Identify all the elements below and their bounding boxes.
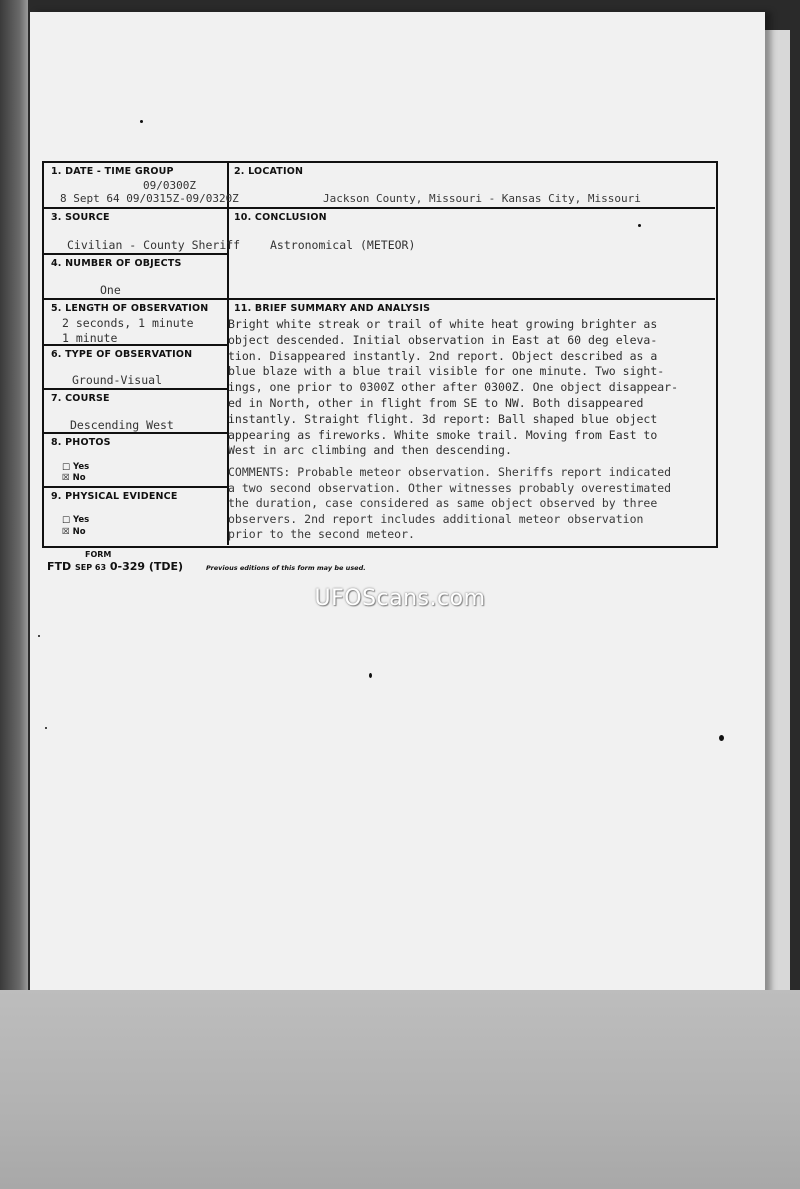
- evidence-yes-option: [62, 515, 89, 525]
- location-value: Jackson County, Missouri - Kansas City, Missouri: [323, 192, 641, 205]
- summary-text: [228, 317, 718, 459]
- scan-speck: [369, 673, 372, 678]
- footer-form-word: FORM: [85, 550, 112, 559]
- form-row-divider: [43, 298, 715, 300]
- checkbox-icon: □: [62, 515, 71, 525]
- watermark: UFOScans.com: [314, 586, 486, 611]
- checked-box-icon: ☒: [62, 527, 70, 537]
- conclusion-label: 10. CONCLUSION: [234, 212, 327, 223]
- evidence-no-label: No: [72, 527, 86, 537]
- scan-speck: [38, 635, 40, 637]
- summary-line: tion. Disappeared instantly. 2nd report. Object described as a: [228, 348, 658, 363]
- scan-speck: [45, 727, 47, 729]
- form-row-divider: [43, 253, 229, 255]
- summary-line: Bright white streak or trail of white heat growing brighter as: [228, 317, 658, 331]
- summary-line: object descended. Initial observation in East at 60 deg eleva-: [228, 332, 658, 347]
- scan-speck: [719, 735, 724, 741]
- photos-label: 8. PHOTOS: [51, 437, 111, 448]
- comments-line: COMMENTS: Probable meteor observation. Sheriffs report indicated: [228, 465, 672, 479]
- summary-line: appearing as fireworks. White smoke trail. Moving from East to: [228, 427, 658, 442]
- number-of-objects-value: One: [100, 283, 121, 297]
- photos-yes-option: [62, 462, 89, 472]
- date-time-group-label: 1. DATE - TIME GROUP: [51, 166, 174, 177]
- summary-label: 11. BRIEF SUMMARY AND ANALYSIS: [234, 303, 431, 314]
- course-value: Descending West: [70, 418, 174, 432]
- physical-evidence-label: 9. PHYSICAL EVIDENCE: [51, 491, 178, 502]
- form-row-divider: [43, 388, 229, 390]
- date-time-group-top-value: 09/0300Z: [143, 179, 196, 192]
- date-time-group-value: 8 Sept 64 09/0315Z-09/0320Z: [60, 192, 239, 205]
- type-of-observation-label: 6. TYPE OF OBSERVATION: [51, 349, 193, 360]
- summary-line: West in arc climbing and then descending.: [228, 443, 512, 458]
- comments-line: prior to the second meteor.: [228, 527, 415, 542]
- photos-no-option: [62, 473, 86, 483]
- length-of-observation-label: 5. LENGTH OF OBSERVATION: [51, 303, 209, 314]
- summary-line: blue blaze with a blue trail visible for one minute. Two sight-: [228, 364, 665, 379]
- comments-line: a two second observation. Other witnesses probably overestimated: [228, 480, 672, 495]
- source-label: 3. SOURCE: [51, 212, 110, 223]
- scan-background: [0, 990, 800, 1189]
- course-label: 7. COURSE: [51, 393, 110, 404]
- summary-line: ed in North, other in flight from SE to NW. Both disappeared: [228, 395, 644, 410]
- form-code-date: SEP 63: [75, 563, 107, 572]
- previous-editions-note: Previous editions of this form may be used.: [206, 564, 366, 572]
- source-value: Civilian - County Sheriff: [67, 238, 241, 252]
- checkbox-icon: □: [62, 462, 71, 472]
- location-label: 2. LOCATION: [234, 166, 304, 177]
- length-of-observation-value-line2: 1 minute: [62, 331, 118, 345]
- form-code-number: 0-329 (TDE): [109, 560, 184, 573]
- scan-speck: [638, 224, 641, 227]
- length-of-observation-value: 2 seconds, 1 minute: [62, 316, 194, 330]
- evidence-no-option: [62, 527, 86, 537]
- photos-no-label: No: [72, 473, 86, 483]
- form-code: FTD: [47, 560, 72, 573]
- form-row-divider: [43, 207, 715, 209]
- conclusion-value: Astronomical (METEOR): [270, 238, 416, 252]
- type-of-observation-value: Ground-Visual: [72, 373, 163, 387]
- summary-line: instantly. Straight flight. 3d report: Ball shaped blue object: [228, 411, 658, 426]
- checked-box-icon: ☒: [62, 473, 70, 483]
- scan-speck: [140, 120, 143, 123]
- summary-line: ings, one prior to 0300Z other after 0300Z. One object disappear-: [228, 380, 679, 395]
- form-number: [47, 560, 183, 573]
- comments-text: [228, 465, 718, 543]
- form-row-divider: [43, 432, 229, 434]
- number-of-objects-label: 4. NUMBER OF OBJECTS: [51, 258, 182, 269]
- comments-line: the duration, case considered as same object observed by three: [228, 496, 658, 511]
- photos-yes-label: Yes: [73, 462, 90, 472]
- form-row-divider: [43, 486, 229, 488]
- comments-line: observers. 2nd report includes additional meteor observation: [228, 511, 644, 526]
- evidence-yes-label: Yes: [73, 515, 90, 525]
